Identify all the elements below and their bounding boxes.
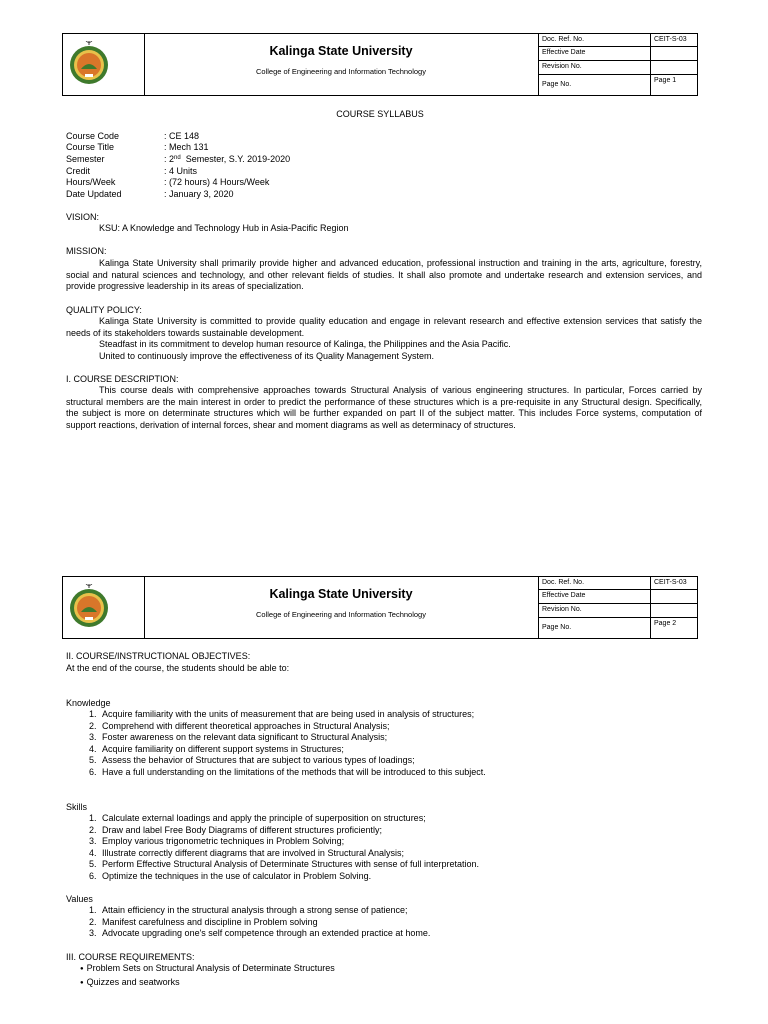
mission-heading: MISSION: (66, 246, 107, 256)
page1-header (62, 33, 698, 96)
objectives-intro: At the end of the course, the students should be able to: (66, 663, 290, 673)
page-row (538, 75, 698, 95)
values-heading: Values (66, 894, 93, 904)
doc-ref-value: CEIT-S-03 (654, 579, 687, 586)
list-item: 1. Acquire familiarity with the units of measurement that are being used in analysis of structures; (99, 709, 739, 721)
quality-policy-p1: Kalinga State University is committed to provide quality education and engage in relevant research and effective extension services that satisfy the needs of its stakeholders towards sustainable development. (66, 316, 702, 338)
list-item: 4. Acquire familiarity on different support systems in Structures; (99, 744, 739, 756)
values-list (66, 905, 739, 940)
college-name: College of Engineering and Information Technology (256, 610, 426, 619)
effective-date-label: Effective Date (542, 49, 586, 56)
page-row (538, 618, 698, 638)
page2-header (62, 576, 698, 639)
doc-ref-row (538, 577, 698, 590)
credit-value: : 4 Units (164, 166, 198, 176)
course-title-value: : Mech 131 (164, 142, 209, 152)
quality-policy-heading: QUALITY POLICY: (66, 305, 142, 315)
skills-list (66, 813, 739, 882)
date-updated-value: : January 3, 2020 (164, 189, 234, 199)
list-item: 4. Illustrate correctly different diagrams that are involved in Structural Analysis; (99, 848, 739, 860)
vision-heading: VISION: (66, 212, 100, 222)
course-code-value: : CE 148 (164, 131, 200, 141)
course-description-heading: I. COURSE DESCRIPTION: (66, 374, 179, 384)
effective-date-row (538, 47, 698, 61)
list-item: 1. Attain efficiency in the structural analysis through a strong sense of patience; (99, 905, 739, 917)
university-seal-logo (67, 584, 111, 628)
list-item: 2. Comprehend with different theoretical approaches in Structural Analysis; (99, 721, 739, 733)
knowledge-list (66, 709, 739, 778)
mission-text: Kalinga State University shall primarily provide higher and advanced education, professional instruction and training in the arts, agriculture, forestry, social and natural sciences and technology, and other relevant fields of studies. It shall also promote and undertake research and extension services, and provide progressive leadership in its areas of specialization. (66, 258, 702, 291)
effective-date-row (538, 590, 698, 604)
date-updated-label: Date Updated (66, 189, 122, 199)
page-number: Page 1 (654, 77, 677, 84)
objectives-heading: II. COURSE/INSTRUCTIONAL OBJECTIVES: (66, 651, 251, 661)
doc-meta-table (538, 34, 698, 95)
revision-label: Revision No. (542, 63, 582, 70)
university-seal-logo (67, 41, 111, 85)
list-item: 6. Have a full understanding on the limitations of the methods that will be introduced to this subject. (99, 767, 739, 779)
doc-meta-table (538, 577, 698, 638)
doc-ref-value: CEIT-S-03 (654, 36, 687, 43)
revision-row (538, 61, 698, 75)
course-code-label: Course Code (66, 131, 120, 141)
hours-value: : (72 hours) 4 Hours/Week (164, 177, 270, 187)
revision-label: Revision No. (542, 606, 582, 613)
college-name: College of Engineering and Information Technology (256, 67, 426, 76)
university-name: Kalinga State University (269, 587, 413, 601)
credit-label: Credit (66, 166, 91, 176)
list-item: ● Problem Sets on Structural Analysis of Determinate Structures (80, 963, 700, 977)
syllabus-title: COURSE SYLLABUS (336, 109, 424, 119)
knowledge-heading: Knowledge (66, 698, 111, 708)
course-description-text: This course deals with comprehensive approaches towards Structural Analysis of various engineering structures. In particular, Forces carried by structural members are the main interest in order to predict the performance of these structures which is a pre-requisite in any Structural design. Specifically, the subject is more on determinate structures which will be further expanded on part II of the subject matter. This includes Force systems, computation of support reactions, derivation of internal forces, shear and moment diagrams as well as determinacy of structures. (66, 385, 702, 430)
semester-value: : 2nd Semester, S.Y. 2019-2020 (164, 154, 291, 164)
doc-ref-label: Doc. Ref. No. (542, 579, 585, 586)
doc-ref-label: Doc. Ref. No. (542, 36, 585, 43)
list-item: 1. Calculate external loadings and apply the principle of superposition on structures; (99, 813, 739, 825)
list-item: 3. Employ various trigonometric techniques in Problem Solving; (99, 836, 739, 848)
university-name: Kalinga State University (269, 44, 413, 58)
list-item: 2. Manifest carefulness and discipline in Problem solving (99, 917, 739, 929)
hours-label: Hours/Week (66, 177, 116, 187)
requirements-list (80, 963, 700, 990)
logo-cell (63, 577, 145, 638)
skills-heading: Skills (66, 802, 88, 812)
doc-ref-row (538, 34, 698, 47)
list-item: 3. Advocate upgrading one's self competence through an extended practice at home. (99, 928, 739, 940)
revision-row (538, 604, 698, 618)
page-number: Page 2 (654, 620, 677, 627)
list-item: 5. Assess the behavior of Structures that are subject to various types of loadings; (99, 755, 739, 767)
list-item: 2. Draw and label Free Body Diagrams of different structures proficiently; (99, 825, 739, 837)
effective-date-label: Effective Date (542, 592, 586, 599)
title-cell (144, 34, 539, 95)
quality-policy-p3: United to continuously improve the effectiveness of its Quality Management System. (99, 351, 434, 361)
list-item: 5. Perform Effective Structural Analysis of Determinate Structures with sense of full interpretation. (99, 859, 739, 871)
page-label: Page No. (542, 81, 572, 88)
page-label: Page No. (542, 624, 572, 631)
course-title-label: Course Title (66, 142, 115, 152)
logo-cell (63, 34, 145, 95)
list-item: ● Quizzes and seatworks (80, 977, 700, 991)
requirements-heading: III. COURSE REQUIREMENTS: (66, 952, 195, 962)
title-cell (144, 577, 539, 638)
list-item: 6. Optimize the techniques in the use of calculator in Problem Solving. (99, 871, 739, 883)
list-item: 3. Foster awareness on the relevant data significant to Structural Analysis; (99, 732, 739, 744)
vision-text: KSU: A Knowledge and Technology Hub in Asia-Pacific Region (99, 223, 349, 233)
semester-label: Semester (66, 154, 105, 164)
quality-policy-p2: Steadfast in its commitment to develop human resource of Kalinga, the Philippines and the Asia Pacific. (99, 339, 511, 349)
